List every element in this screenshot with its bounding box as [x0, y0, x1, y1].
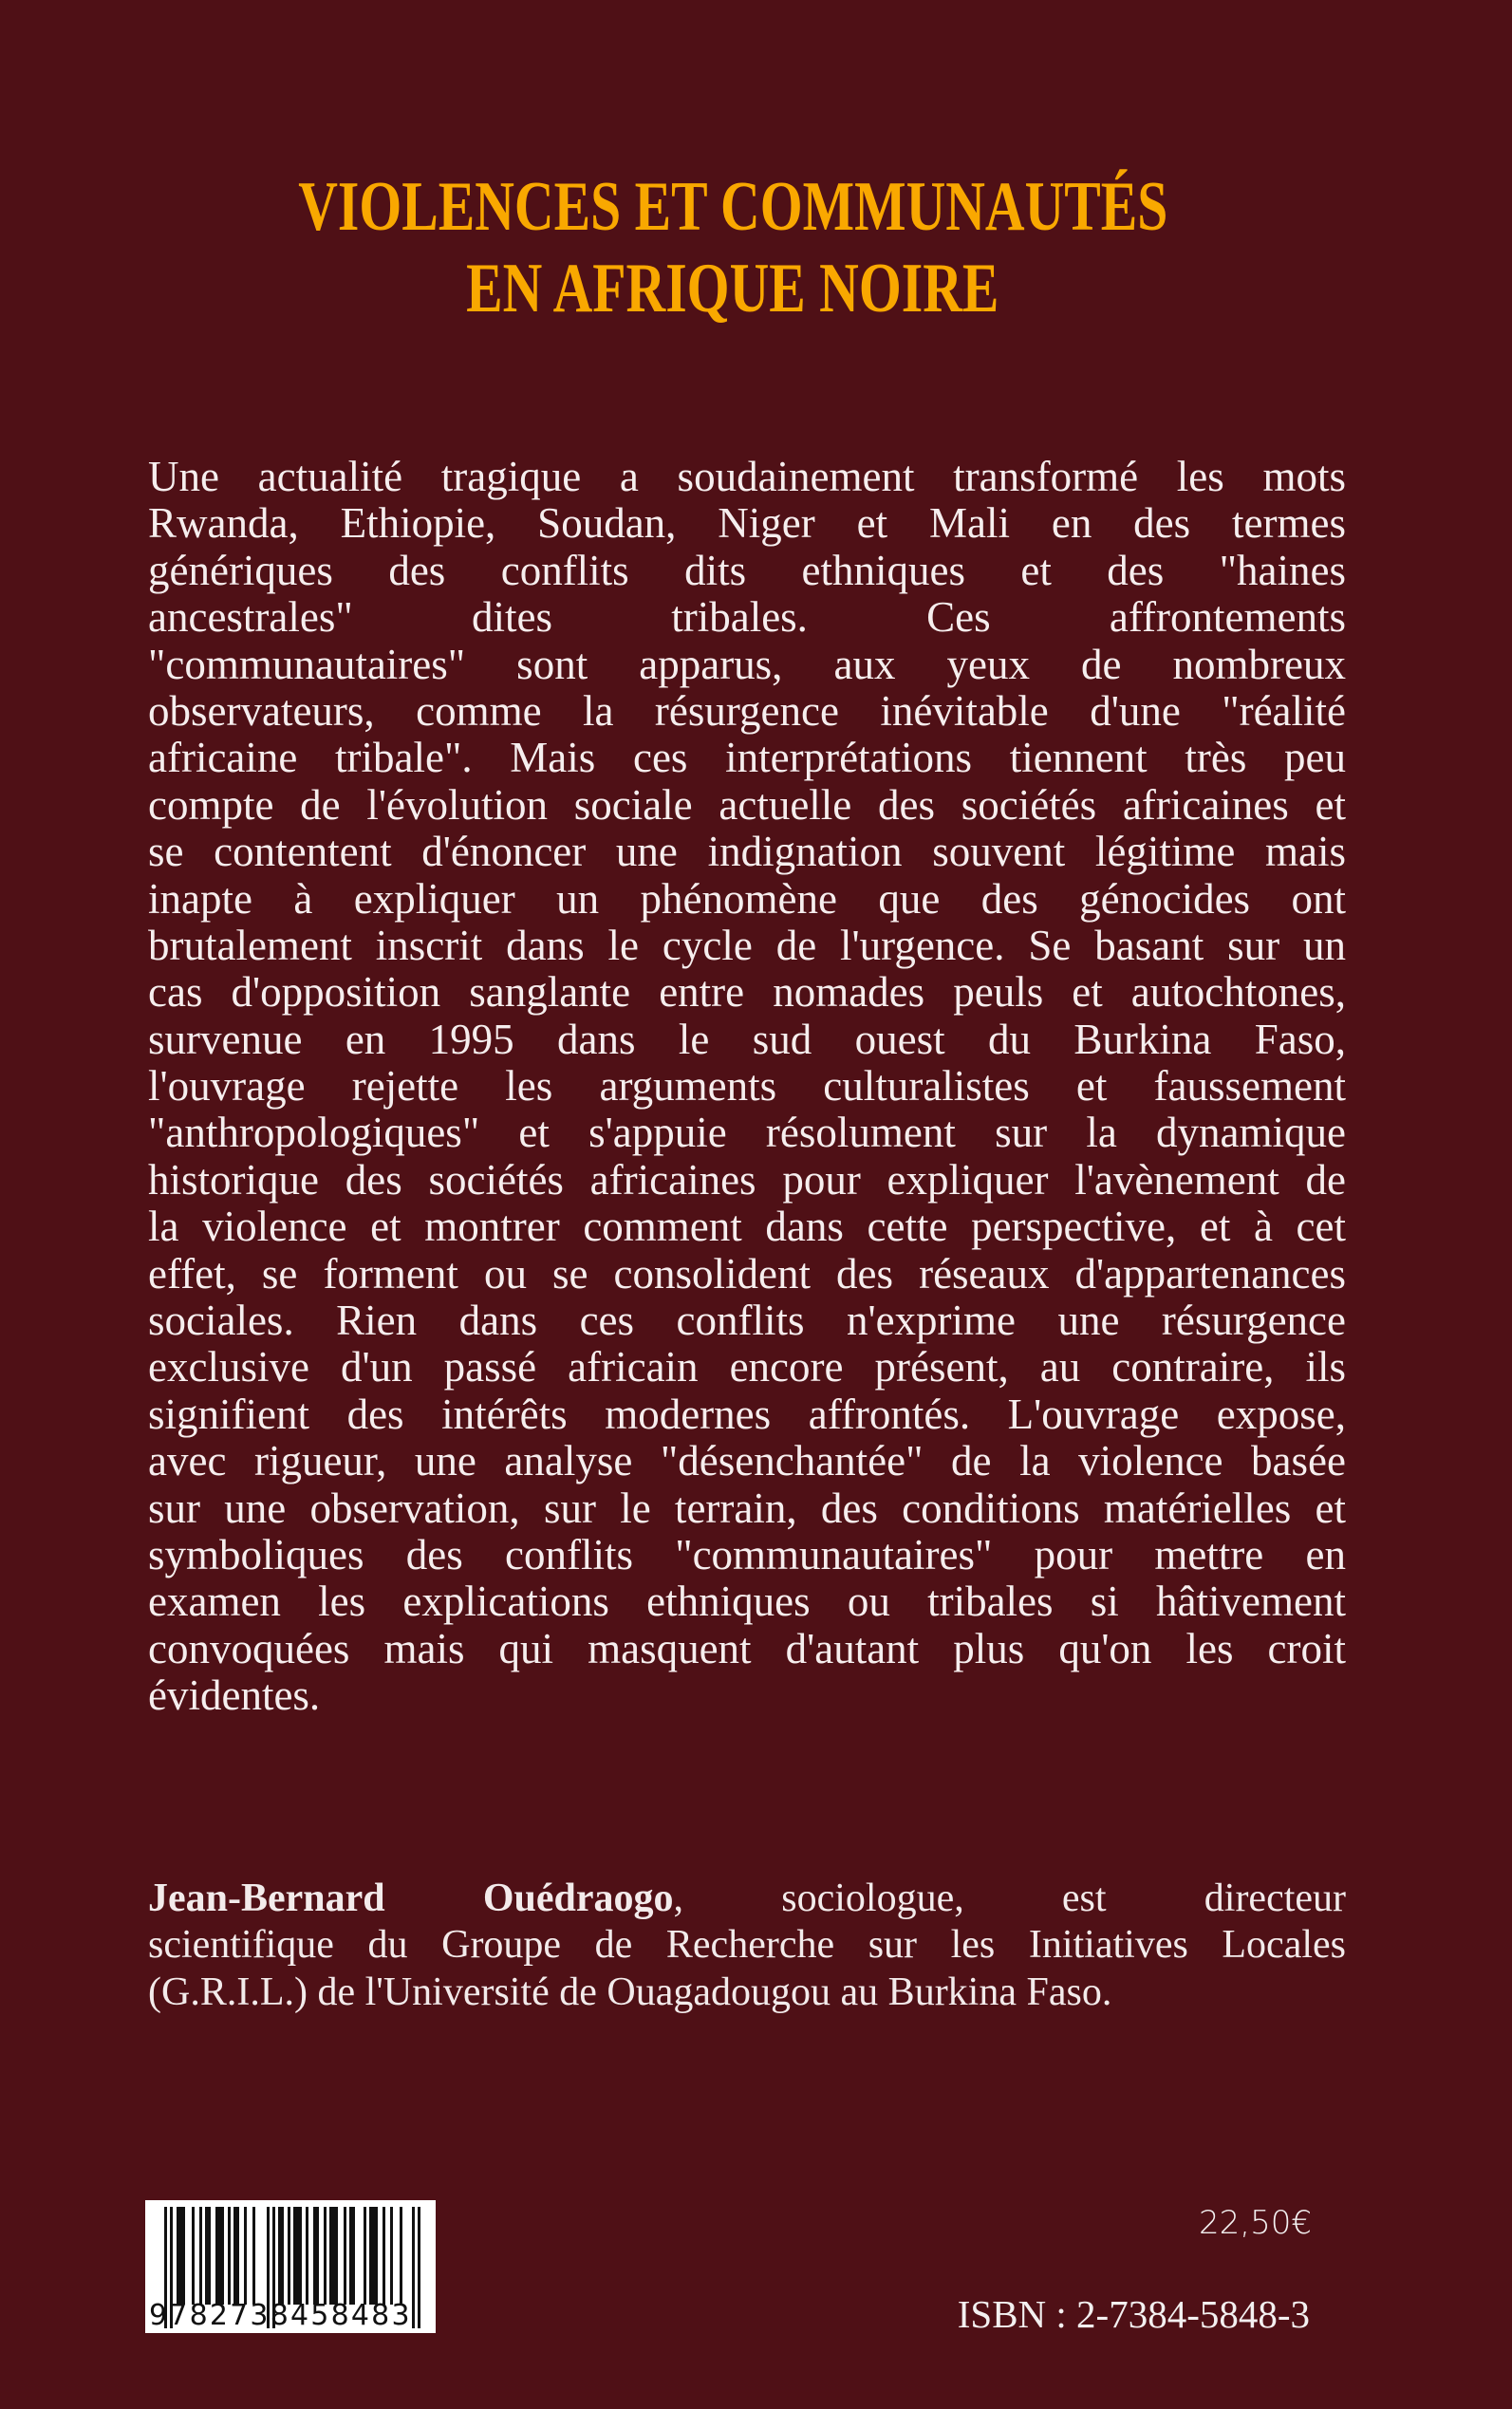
blurb-line: la violence et montrer comment dans cette perspective, et à cet	[148, 1203, 1346, 1251]
author-bio-line-1	[148, 1875, 1346, 1921]
book-title-line-1	[0, 168, 1465, 246]
blurb-line: évidentes.	[148, 1671, 321, 1720]
blurb-line: africaine tribale". Mais ces interprétations tiennent très peu	[148, 734, 1346, 782]
title-text: EN AFRIQUE NOIRE	[466, 250, 999, 327]
blurb-line: génériques des conflits dits ethniques et des "haines	[148, 546, 1346, 594]
blurb-line: brutalement inscrit dans le cycle de l'urgence. Se basant sur un	[148, 921, 1346, 969]
blurb-line: compte de l'évolution sociale actuelle des sociétés africaines et	[148, 780, 1346, 829]
blurb-line: sociales. Rien dans ces conflits n'exprime une résurgence	[148, 1297, 1346, 1345]
author-bio-text: , sociologue, est directeur	[673, 1877, 1347, 1920]
blurb-line: cas d'opposition sanglante entre nomades peuls et autochtones,	[148, 968, 1346, 1017]
blurb-line: convoquées mais qui masquent d'autant plus qu'on les croit	[148, 1624, 1346, 1672]
blurb-line: Rwanda, Ethiopie, Soudan, Niger et Mali en des termes	[148, 499, 1346, 548]
author-bio-line-2: scientifique du Groupe de Recherche sur les Initiatives Locales	[148, 1923, 1346, 1968]
author-bio-line-3: (G.R.I.L.) de l'Université de Ouagadougou au Burkina Faso.	[148, 1970, 1112, 2014]
blurb-line: signifient des intérêts modernes affrontés. L'ouvrage expose,	[148, 1390, 1346, 1438]
barcode-digits: 9782738458483	[149, 2299, 412, 2332]
back-cover-blurb	[148, 454, 1346, 1720]
blurb-line: symboliques des conflits "communautaires" pour mettre en	[148, 1530, 1346, 1578]
book-title-line-2	[0, 250, 1465, 327]
blurb-line: "anthropologiques" et s'appuie résolument sur la dynamique	[148, 1109, 1346, 1157]
author-bio	[148, 1875, 1346, 2015]
blurb-line: observateurs, comme la résurgence inévitable d'une "réalité	[148, 686, 1346, 735]
blurb-line: historique des sociétés africaines pour expliquer l'avènement de	[148, 1155, 1346, 1204]
price-label: 22,50€	[1199, 2204, 1312, 2242]
isbn-barcode	[145, 2200, 436, 2333]
blurb-line: exclusive d'un passé africain encore présent, au contraire, ils	[148, 1343, 1346, 1391]
blurb-line: avec rigueur, une analyse "désenchantée" de la violence basée	[148, 1437, 1346, 1485]
blurb-line: effet, se forment ou se consolident des réseaux d'appartenances	[148, 1249, 1346, 1298]
blurb-line: examen les explications ethniques ou tribales si hâtivement	[148, 1578, 1346, 1626]
blurb-line: Une actualité tragique a soudainement transformé les mots	[148, 453, 1346, 500]
blurb-line: se contentent d'énoncer une indignation souvent légitime mais	[148, 828, 1346, 876]
isbn-label: ISBN : 2-7384-5848-3	[957, 2292, 1310, 2336]
blurb-line: survenue en 1995 dans le sud ouest du Burkina Faso,	[148, 1015, 1346, 1063]
author-name: Jean-Bernard Ouédraogo	[148, 1877, 674, 1920]
blurb-line: inapte à expliquer un phénomène que des génocides ont	[148, 874, 1346, 923]
blurb-line: sur une observation, sur le terrain, des conditions matérielles et	[148, 1484, 1346, 1532]
blurb-line: ancestrales" dites tribales. Ces affrontements	[148, 593, 1346, 642]
blurb-line: l'ouvrage rejette les arguments culturalistes et faussement	[148, 1062, 1346, 1111]
title-text: VIOLENCES ET COMMUNAUTÉS	[297, 168, 1168, 246]
blurb-line: "communautaires" sont apparus, aux yeux de nombreux	[148, 640, 1346, 688]
